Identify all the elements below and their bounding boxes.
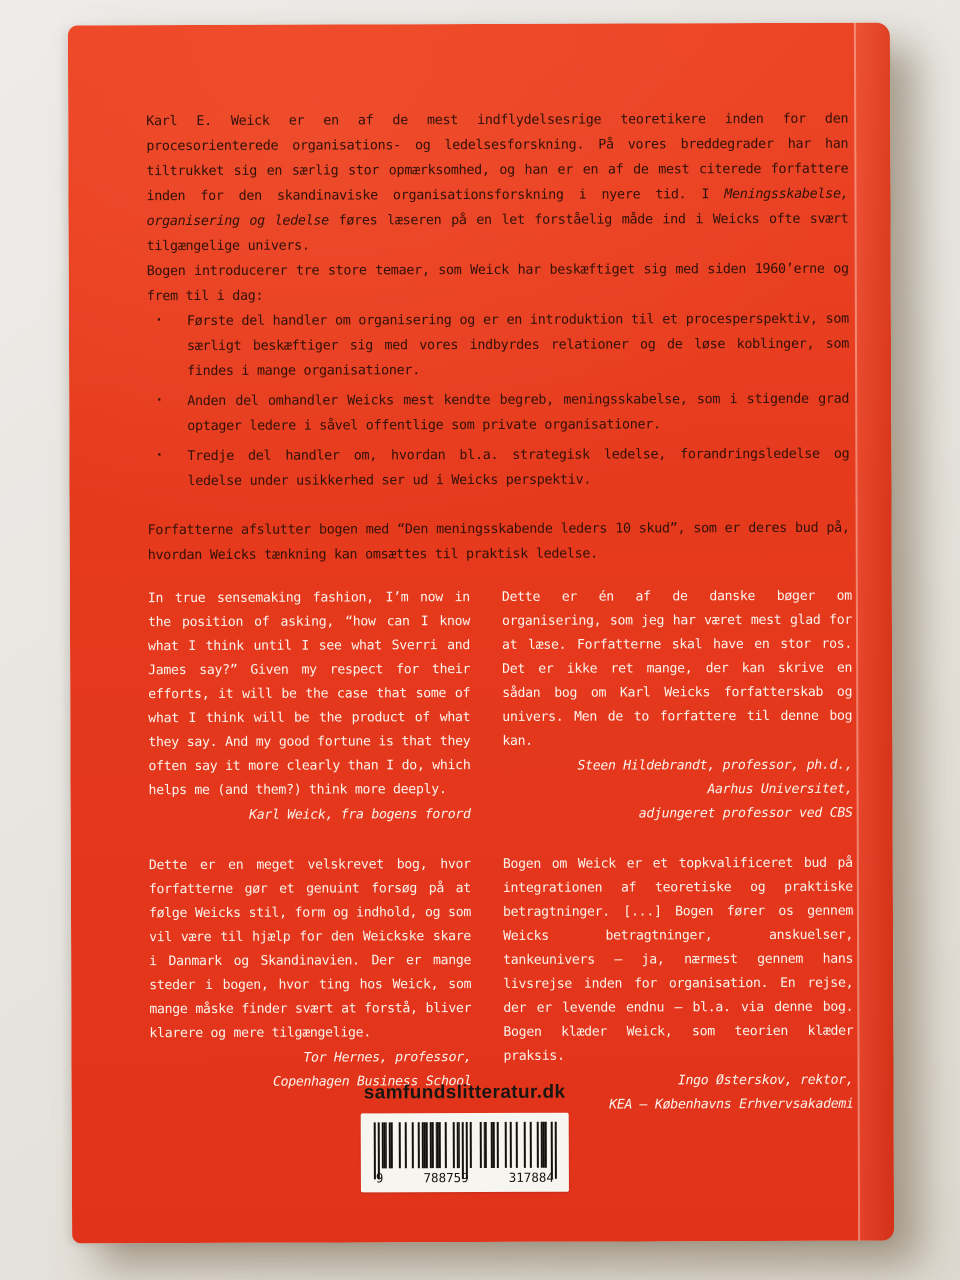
attribution-line: KEA — Københavns Erhvervsakademi bbox=[609, 1096, 854, 1113]
barcode-bars bbox=[374, 1122, 556, 1169]
intro-text-post: føres læseren på en let forståelig måde ind i Weicks ofte svært tilgængelige univers. bbox=[146, 211, 849, 255]
attribution-line: Tor Hernes, professor, bbox=[303, 1050, 472, 1066]
quote-karl-weick bbox=[148, 586, 471, 828]
cover-footer bbox=[72, 1081, 858, 1194]
intro-paragraph bbox=[146, 107, 849, 259]
bullet-item-1: · Første del handler om organisering og er en introduktion til et procesperspektiv, som særligt beskæftiger sig med vores indbyrdes relationer og de løse koblinger, som findes i mange organisationer. bbox=[147, 307, 849, 384]
quote-steen-hildebrandt bbox=[502, 585, 853, 827]
book-back-cover bbox=[68, 23, 894, 1244]
attribution-line: Ingo Østerskov, rektor, bbox=[677, 1072, 854, 1089]
quote-text: Dette er en meget velskrevet bog, hvor forfatterne gør et genuint forsøg på at følge Weicks stil, form og indhold, og som vil være til hjælp for den Weickske skare i Danmark og Skandinavien. Der er mange steder i bogen, hvor ting hos Weick, som mange måske finder svært at forstå, bliver klarere og mere tilgængelige. bbox=[148, 857, 472, 1042]
quote-tor-hernes bbox=[149, 853, 472, 1119]
attribution-line: adjungeret professor ved CBS bbox=[638, 805, 853, 822]
cover-edge-strip bbox=[856, 23, 894, 1241]
quote-ingo-osterskov bbox=[503, 852, 854, 1118]
themes-bullet-list bbox=[147, 307, 850, 494]
publisher-website: samfundslitteratur.dk bbox=[363, 1081, 566, 1104]
themes-intro-paragraph: Bogen introducerer tre store temaer, som Weick har beskæftiget sig med siden 1960’erne og frem til i dag: bbox=[146, 261, 849, 305]
cover-description bbox=[146, 107, 850, 568]
attribution-line: Aarhus Universitet, bbox=[707, 781, 853, 798]
isbn-group: 788759 bbox=[423, 1170, 469, 1186]
quote-text: In true sensemaking fashion, I’m now in the position of asking, “how can I know what I think until I see what Sverri and James say?” Given my respect for their efforts, it will be the case that some of what I think will be the product of what they say. And my good fortune is that they often say it more clearly than I do, which helps me (and them?) think more deeply. bbox=[147, 590, 471, 799]
quote-text: Dette er én af de danske bøger om organisering, som jeg har været mest glad for at læse. Forfatterne skal have en stor ros. Det er ikke ret mange, der kan skrive en sådan bog om Karl Weicks forfatterskab og univers. Men de to forfattere til denne bog kan. bbox=[501, 588, 853, 749]
attribution-line: Karl Weick, fra bogens forord bbox=[249, 807, 471, 823]
isbn-group: 9 bbox=[375, 1170, 384, 1186]
attribution-line: Steen Hildebrandt, professor, ph.d., bbox=[577, 757, 853, 774]
quote-attribution bbox=[502, 754, 852, 827]
isbn-group: 317884 bbox=[508, 1169, 554, 1185]
intro-text-pre: Karl E. Weick er en af de mest indflydelsesrige teoretikere inden for den procesorienterede organisations- og ledelsesforskning. På vores breddegrader har han tiltrukket sig en særlig stor opmærksomhed, og han er en af de mest citerede forfattere inden for den skandinaviske organisationsforskning i nyere tid. I bbox=[146, 111, 849, 205]
quote-attribution bbox=[149, 803, 471, 828]
barcode bbox=[361, 1113, 569, 1193]
endorsement-quotes bbox=[148, 585, 854, 1119]
book-title: Meningsskabelse, organisering og ledelse bbox=[146, 186, 849, 230]
quote-text: Bogen om Weick er et topkvalificeret bud på integrationen af teoretiske og praktiske betragtninger. [...] Bogen fører os gennem Weicks betragtninger, anskuelser, tankeunivers — ja, nærmest gennem hans livsrejse inden for organisation. En rejse, der er levende endnu — bl.a. via denne bog. Bogen klæder Weick, som teorien klæder praksis. bbox=[502, 855, 854, 1064]
attribution-line: Copenhagen Business School bbox=[272, 1074, 472, 1090]
closing-paragraph: Forfatterne afslutter bogen med “Den meningsskabende leders 10 skud”, som er deres bud på, hvordan Weicks tænkning kan omsættes til praktisk ledelse. bbox=[147, 520, 850, 564]
bullet-item-2: · Anden del omhandler Weicks mest kendte begreb, meningsskabelse, som i stigende grad optager ledere i såvel offentlige som private organisationer. bbox=[147, 387, 849, 439]
bullet-item-3: · Tredje del handler om, hvordan bl.a. strategisk ledelse, forandringsledelse og ledelse under usikkerhed ser ud i Weicks perspektiv. bbox=[147, 442, 849, 494]
isbn-number bbox=[374, 1170, 556, 1186]
